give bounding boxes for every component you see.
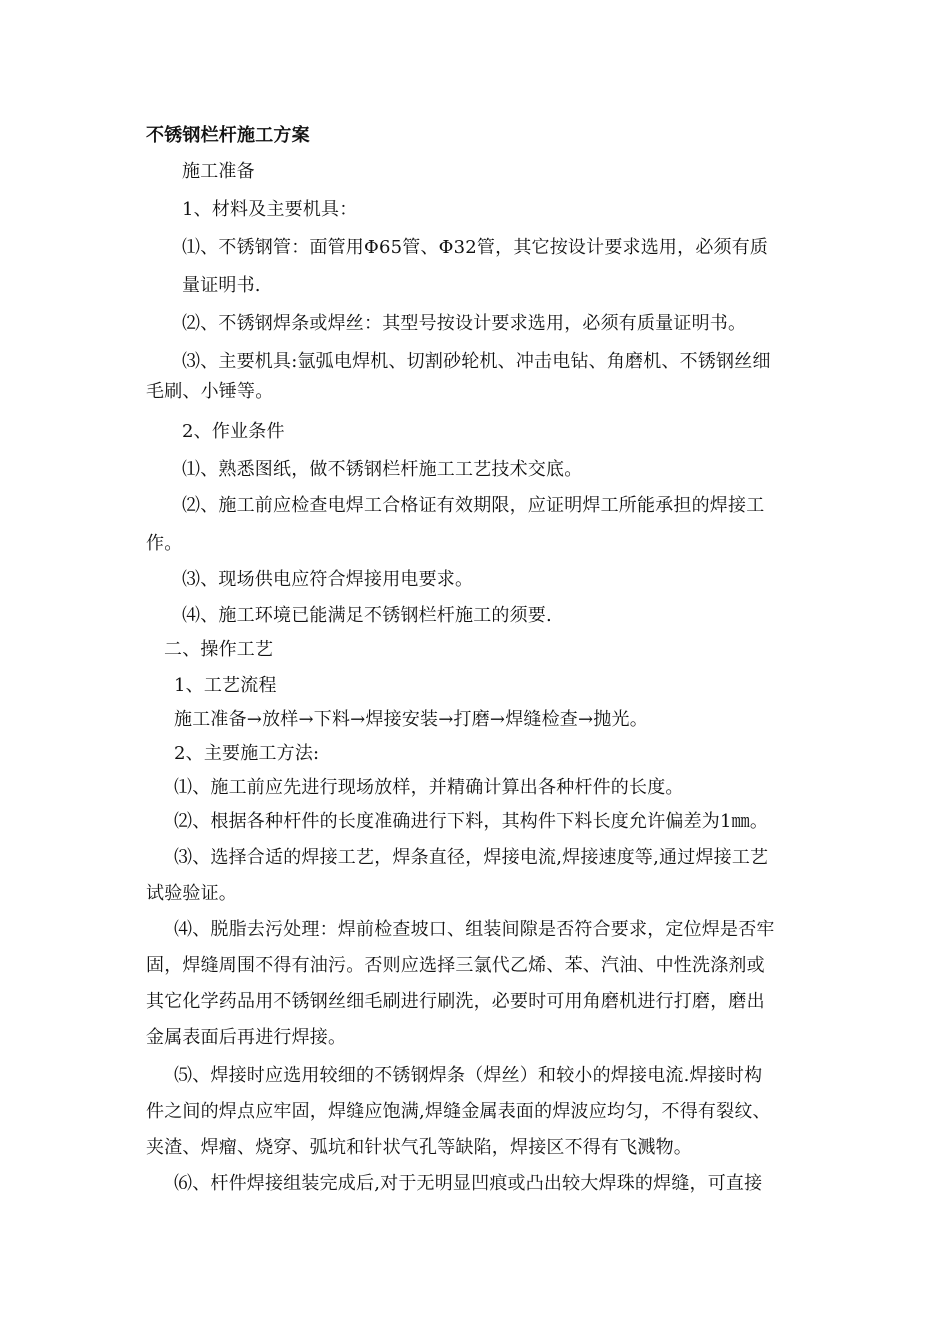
paragraph-line: ⑶、现场供电应符合焊接用电要求。 bbox=[182, 569, 474, 590]
paragraph-line: ⑵、施工前应检查电焊工合格证有效期限，应证明焊工所能承担的焊接工 bbox=[182, 495, 765, 516]
paragraph-line: ⑷、脱脂去污处理：焊前检查坡口、组装间隙是否符合要求，定位焊是否牢 bbox=[174, 919, 775, 940]
paragraph-line: 固，焊缝周围不得有油污。否则应选择三氯代乙烯、苯、汽油、中性洗涤剂或 bbox=[146, 955, 765, 976]
paragraph-line: ⑷、施工环境已能满足不锈钢栏杆施工的须要. bbox=[182, 605, 552, 626]
paragraph-line: ⑴、熟悉图纸，做不锈钢栏杆施工工艺技术交底。 bbox=[182, 459, 583, 480]
paragraph-line: ⑹、杆件焊接组装完成后,对于无明显凹痕或凸出较大焊珠的焊缝，可直接 bbox=[174, 1173, 763, 1194]
subsection-heading: 1、材料及主要机具： bbox=[182, 199, 358, 220]
paragraph-line: 毛刷、小锤等。 bbox=[146, 381, 274, 402]
paragraph-line: 作。 bbox=[146, 533, 183, 554]
paragraph-line: 夹渣、焊瘤、烧穿、弧坑和针状气孔等缺陷，焊接区不得有飞溅物。 bbox=[146, 1137, 692, 1158]
paragraph-line: 其它化学药品用不锈钢丝细毛刷进行刷洗，必要时可用角磨机进行打磨，磨出 bbox=[146, 991, 765, 1012]
paragraph-line: ⑶、选择合适的焊接工艺，焊条直径，焊接电流,焊接速度等,通过焊接工艺 bbox=[174, 847, 769, 868]
paragraph-line: ⑸、焊接时应选用较细的不锈钢焊条（焊丝）和较小的焊接电流.焊接时构 bbox=[174, 1065, 763, 1086]
section-heading: 施工准备 bbox=[182, 161, 255, 182]
subsection-heading: 2、主要施工方法: bbox=[174, 743, 320, 764]
section-heading: 二、操作工艺 bbox=[164, 639, 274, 660]
paragraph-line: 量证明书. bbox=[182, 275, 261, 296]
subsection-heading: 2、作业条件 bbox=[182, 421, 285, 442]
paragraph-line: 金属表面后再进行焊接。 bbox=[146, 1027, 347, 1048]
paragraph-line: ⑶、主要机具:氩弧电焊机、切割砂轮机、冲击电钻、角磨机、不锈钢丝细 bbox=[182, 351, 771, 372]
paragraph-line: ⑴、施工前应先进行现场放样，并精确计算出各种杆件的长度。 bbox=[174, 777, 684, 798]
subsection-heading: 1、工艺流程 bbox=[174, 675, 277, 696]
paragraph-line: ⑵、根据各种杆件的长度准确进行下料，其构件下料长度允许偏差为1㎜。 bbox=[174, 811, 769, 832]
paragraph-line: 试验验证。 bbox=[146, 883, 237, 904]
paragraph-line: 件之间的焊点应牢固，焊缝应饱满,焊缝金属表面的焊波应均匀，不得有裂纹、 bbox=[146, 1101, 771, 1122]
paragraph-line: ⑴、不锈钢管：面管用Φ65管、Φ32管，其它按设计要求选用，必须有质 bbox=[182, 237, 769, 258]
document-title: 不锈钢栏杆施工方案 bbox=[146, 125, 310, 146]
paragraph-line: ⑵、不锈钢焊条或焊丝：其型号按设计要求选用，必须有质量证明书。 bbox=[182, 313, 747, 334]
paragraph-line: 施工准备→放样→下料→焊接安装→打磨→焊缝检查→抛光。 bbox=[174, 709, 648, 730]
